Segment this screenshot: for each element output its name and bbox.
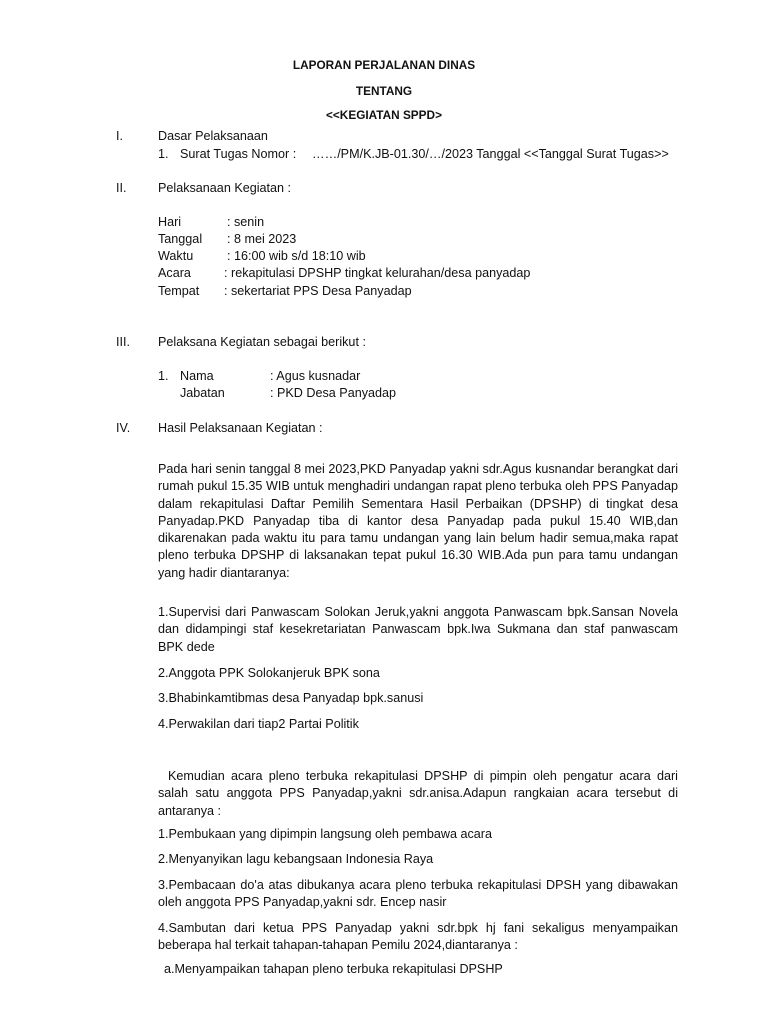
- position-value: : PKD Desa Panyadap: [270, 386, 397, 400]
- guest-item-3: 3.Bhabinkamtibmas desa Panyadap bpk.sanusi: [158, 691, 424, 705]
- guest-item-1: 1.Supervisi dari Panwascam Solokan Jeruk,yakni anggota Panwascam bpk.Sansan Novela dan didampingi staf kesekretariatan Panwascam bpk.Iwa Sukmana dan staf panwascam BPK dede: [158, 605, 678, 654]
- section-4-number: IV.: [116, 421, 131, 435]
- agenda-item-3: 3.Pembacaan do'a atas dibukanya acara pleno terbuka rekapitulasi DPSH yang dibawakan oleh anggota PPS Panyadap,yakni sdr. Encep nasir: [158, 878, 678, 910]
- day-value: : senin: [227, 215, 265, 229]
- section-4-heading: Hasil Pelaksanaan Kegiatan :: [158, 421, 323, 435]
- section-2-number: II.: [116, 181, 127, 195]
- name-value: : Agus kusnadar: [270, 369, 361, 383]
- assignment-letter-value: ……/PM/K.JB-01.30/…/2023 Tanggal <<Tanggal Surat Tugas>>: [312, 147, 669, 161]
- guest-item-4: 4.Perwakilan dari tiap2 Partai Politik: [158, 717, 359, 731]
- guest-item-2: 2.Anggota PPK Solokanjeruk BPK sona: [158, 666, 380, 680]
- section-1-heading: Dasar Pelaksanaan: [158, 129, 268, 143]
- date-label: Tanggal: [158, 232, 203, 246]
- assignment-letter-label: Surat Tugas Nomor :: [180, 147, 297, 161]
- time-label: Waktu: [158, 249, 194, 263]
- day-label: Hari: [158, 215, 182, 229]
- agenda-item-2: 2.Menyanyikan lagu kebangsaan Indonesia Raya: [158, 852, 434, 866]
- time-value: : 16:00 wib s/d 18:10 wib: [227, 249, 366, 263]
- section-1-number: I.: [116, 129, 123, 143]
- agenda-item-4: 4.Sambutan dari ketua PPS Panyadap yakni sdr.bpk hj fani sekaligus menyampaikan beberapa hal terkait tahapan-tahapan Pemilu 2024,diantaranya :: [158, 921, 678, 953]
- report-title: LAPORAN PERJALANAN DINAS: [292, 58, 476, 72]
- place-label: Tempat: [158, 284, 200, 298]
- name-label: Nama: [180, 369, 214, 383]
- event-label: Acara: [158, 266, 191, 280]
- result-paragraph-2: Kemudian acara pleno terbuka rekapitulasi DPSHP di pimpin oleh pengatur acara dari salah satu anggota PPS Panyadap,yakni sdr.anisa.Adapun rangkaian acara tersebut di antaranya :: [158, 769, 678, 818]
- section-3-heading: Pelaksana Kegiatan sebagai berikut :: [158, 335, 366, 349]
- agenda-sub-item-a: a.Menyampaikan tahapan pleno terbuka rekapitulasi DPSHP: [164, 962, 503, 976]
- section-3-number: III.: [116, 335, 130, 349]
- place-value: : sekertariat PPS Desa Panyadap: [224, 284, 412, 298]
- section-1-item-number: 1.: [158, 147, 169, 161]
- report-subtitle: TENTANG: [355, 84, 413, 98]
- position-label: Jabatan: [180, 386, 225, 400]
- event-value: : rekapitulasi DPSHP tingkat kelurahan/desa panyadap: [224, 266, 531, 280]
- result-paragraph-1: Pada hari senin tanggal 8 mei 2023,PKD Panyadap yakni sdr.Agus kusnandar berangkat dari rumah pukul 15.35 WIB untuk menghadiri undangan rapat pleno terbuka oleh PPS Panyadap dalam rekapitulasi Daftar Pemilih Sementara Hasil Perbaikan (DPSHP) di tingkat desa Panyadap.PKD Panyadap tiba di kantor desa Panyadap pada pukul 15.40 WIB,dan dikarenakan pada waktu itu para tamu undangan yang lain belum hadir semua,maka rapat pleno terbuka DPSHP di laksanakan tepat pukul 16.30 WIB.Ada pun para tamu undangan yang hadir diantaranya:: [158, 462, 678, 580]
- section-2-heading: Pelaksanaan Kegiatan :: [158, 181, 292, 195]
- executor-number: 1.: [158, 369, 169, 383]
- date-value: : 8 mei 2023: [227, 232, 297, 246]
- activity-title: <<KEGIATAN SPPD>: [326, 108, 442, 122]
- agenda-item-1: 1.Pembukaan yang dipimpin langsung oleh pembawa acara: [158, 827, 492, 841]
